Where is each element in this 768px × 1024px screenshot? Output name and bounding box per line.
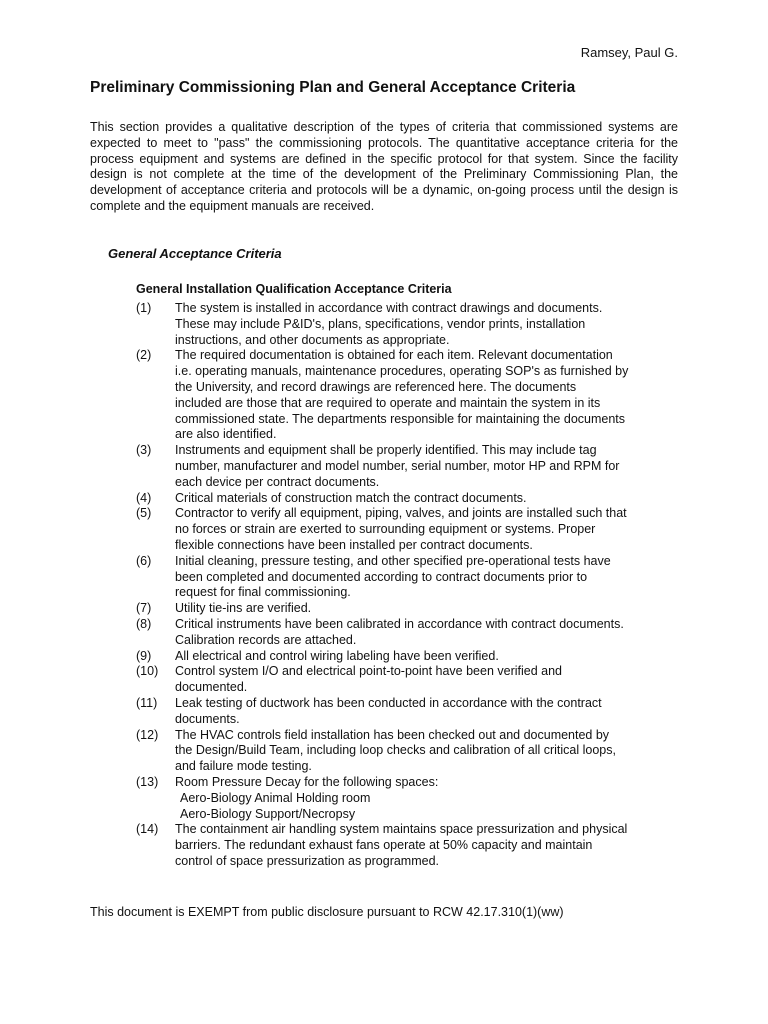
item-number: (1) xyxy=(136,301,152,315)
item-number: (13) xyxy=(136,774,159,789)
item-number: (8) xyxy=(136,616,152,631)
document-title: Preliminary Commissioning Plan and General Acceptance Criteria xyxy=(90,79,576,96)
item-text: Room Pressure Decay for the following spaces: xyxy=(175,774,439,789)
criteria-item-1 xyxy=(136,301,681,348)
criteria-list xyxy=(136,301,681,870)
criteria-item-12 xyxy=(136,728,681,775)
item-number: (14) xyxy=(136,822,159,837)
criteria-item-6 xyxy=(136,554,681,601)
criteria-item-7 xyxy=(136,601,681,617)
item-number: (2) xyxy=(136,348,152,363)
item-number: (6) xyxy=(136,553,152,568)
subheading: General Installation Qualification Acceptance Criteria xyxy=(136,282,452,296)
criteria-item-9 xyxy=(136,649,681,665)
item-text: The required documentation is obtained for each item. Relevant documentation i.e. operating manuals, maintenance procedures, operating SOP's as furnished by the University, and record drawings are referenced here. The documents included are those that are required to operate and maintain the system in its commissioned state. The departments responsible for maintaining the documents are also identified. xyxy=(175,348,629,442)
author-name: Ramsey, Paul G. xyxy=(580,45,678,60)
item-number: (4) xyxy=(136,490,152,505)
item-number: (11) xyxy=(136,695,158,710)
criteria-item-8 xyxy=(136,617,681,649)
criteria-item-3 xyxy=(136,443,681,490)
item-text: Initial cleaning, pressure testing, and other specified pre-operational tests have been completed and documented according to contract documents prior to request for final commissioning. xyxy=(175,553,611,600)
item-number: (10) xyxy=(136,664,159,679)
item-text: The HVAC controls field installation has been checked out and documented by the Design/Build Team, including loop checks and calibration of all critical loops, and failure mode testing. xyxy=(175,727,616,774)
item-text: The containment air handling system maintains space pressurization and physical barriers. The redundant exhaust fans operate at 50% capacity and maintain control of space pressurization as programmed. xyxy=(175,822,628,868)
item-number: (12) xyxy=(136,727,159,742)
item-text: Control system I/O and electrical point-to-point have been verified and documented. xyxy=(175,664,563,695)
item-text: Leak testing of ductwork has been conducted in accordance with the contract documents. xyxy=(175,695,602,726)
item-text: Contractor to verify all equipment, piping, valves, and joints are installed such that no forces or strain are exerted to surrounding equipment or systems. Proper flexible connections have been installed per contract documents. xyxy=(175,506,627,552)
criteria-item-4 xyxy=(136,491,681,507)
section-heading: General Acceptance Criteria xyxy=(108,246,282,261)
intro-paragraph: This section provides a qualitative description of the types of criteria that commissioned systems are expected to meet to "pass" the commissioning protocols. The quantitative acceptance criteria for the process equipment and systems are defined in the specific protocol for that system. Since the facility design is not complete at the time of the development of the Preliminary Commissioning Plan, the development of acceptance criteria and protocols will be a dynamic, on-going process until the design is complete and the equipment manuals are received. xyxy=(90,120,678,213)
criteria-item-11 xyxy=(136,696,681,728)
space-item: Aero-Biology Animal Holding room xyxy=(180,790,371,805)
item-text: The system is installed in accordance with contract drawings and documents. These may include P&ID's, plans, specifications, vendor prints, installation instructions, and other documents as appropriate. xyxy=(175,301,603,347)
criteria-item-10 xyxy=(136,664,681,696)
criteria-item-14 xyxy=(136,822,681,869)
criteria-item-13 xyxy=(136,775,681,822)
item-text: All electrical and control wiring labeling have been verified. xyxy=(175,648,499,663)
item-number: (7) xyxy=(136,601,152,616)
item-number: (5) xyxy=(136,506,152,521)
criteria-item-2 xyxy=(136,348,681,443)
criteria-item-5 xyxy=(136,506,681,553)
item-text: Utility tie-ins are verified. xyxy=(175,601,312,616)
space-item: Aero-Biology Support/Necropsy xyxy=(180,806,356,821)
item-text: Instruments and equipment shall be properly identified. This may include tag number, manufacturer and model number, serial number, motor HP and RPM for each device per contract documents. xyxy=(175,443,620,489)
exemption-notice: This document is EXEMPT from public disclosure pursuant to RCW 42.17.310(1)(ww) xyxy=(90,905,564,919)
item-text: Critical materials of construction match the contract documents. xyxy=(175,490,527,505)
item-number: (3) xyxy=(136,443,152,458)
item-number: (9) xyxy=(136,648,152,663)
item-text: Critical instruments have been calibrated in accordance with contract documents. Calibration records are attached. xyxy=(175,616,624,647)
